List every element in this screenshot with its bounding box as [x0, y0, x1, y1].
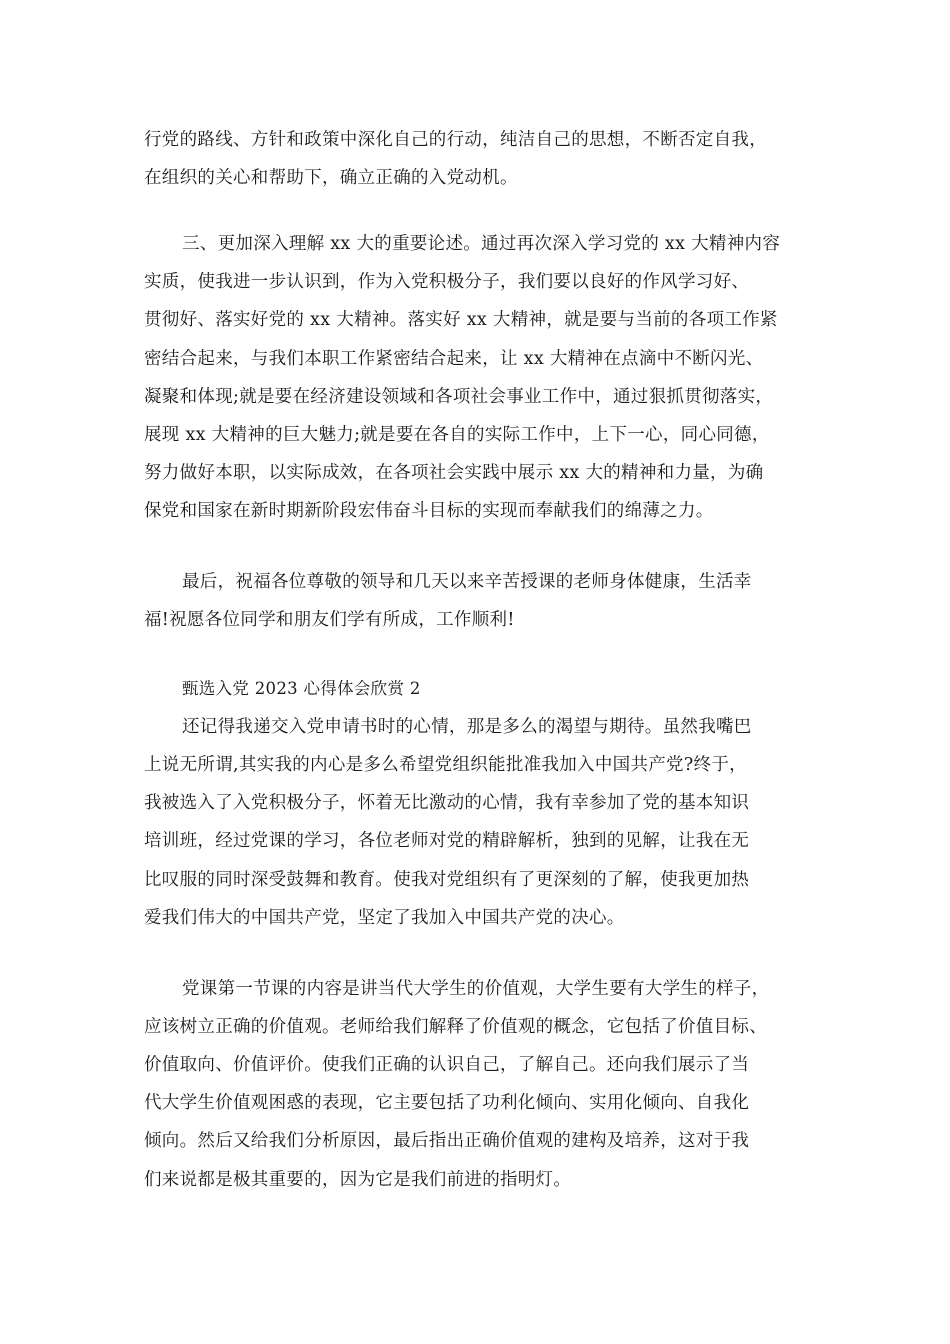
paragraph-line: 我被选入了入党积极分子，怀着无比激动的心情，我有幸参加了党的基本知识: [144, 793, 750, 813]
paragraph-line: 在组织的关心和帮助下，确立正确的入党动机。: [144, 168, 518, 188]
paragraph-line: 行党的路线、方针和政策中深化自己的行动，纯洁自己的思想，不断否定自我，: [144, 130, 767, 150]
section-heading: 甄选入党 2023 心得体会欣赏 2: [182, 679, 421, 698]
paragraph-line: 贯彻好、落实好党的 xx 大精神。落实好 xx 大精神，就是要与当前的各项工作紧: [144, 310, 778, 330]
paragraph-line: 价值取向、价值评价。使我们正确的认识自己，了解自己。还向我们展示了当: [144, 1055, 750, 1075]
paragraph-line: 保党和国家在新时期新阶段宏伟奋斗目标的实现而奉献我们的绵薄之力。: [144, 501, 714, 521]
paragraph-line: 实质，使我进一步认识到，作为入党积极分子，我们要以良好的作风学习好、: [144, 272, 750, 292]
paragraph-line: 爱我们伟大的中国共产党，坚定了我加入中国共产党的决心。: [144, 908, 625, 928]
paragraph-line: 密结合起来，与我们本职工作紧密结合起来，让 xx 大精神在点滴中不断闪光、: [144, 349, 764, 369]
paragraph-line: 应该树立正确的价值观。老师给我们解释了价值观的概念，它包括了价值目标、: [144, 1017, 767, 1037]
paragraph-line: 比叹服的同时深受鼓舞和教育。使我对党组织有了更深刻的了解，使我更加热: [144, 870, 750, 890]
paragraph-line: 上说无所谓,其实我的内心是多么希望党组织能批准我加入中国共产党?终于，: [144, 755, 747, 775]
paragraph-line: 展现 xx 大精神的巨大魅力;就是要在各自的实际工作中，上下一心，同心同德，: [144, 425, 770, 445]
paragraph-line: 三、更加深入理解 xx 大的重要论述。通过再次深入学习党的 xx 大精神内容: [182, 234, 781, 254]
paragraph-line: 党课第一节课的内容是讲当代大学生的价值观，大学生要有大学生的样子，: [182, 979, 770, 999]
paragraph-line: 代大学生价值观困惑的表现，它主要包括了功利化倾向、实用化倾向、自我化: [144, 1093, 750, 1113]
paragraph-line: 凝聚和体现;就是要在经济建设领域和各项社会事业工作中，通过狠抓贯彻落实，: [144, 387, 774, 407]
paragraph-line: 最后，祝福各位尊敬的领导和几天以来辛苦授课的老师身体健康，生活幸: [182, 572, 752, 592]
paragraph-line: 培训班，经过党课的学习，各位老师对党的精辟解析，独到的见解，让我在无: [144, 831, 750, 851]
paragraph-line: 倾向。然后又给我们分析原因，最后指出正确价值观的建构及培养，这对于我: [144, 1131, 750, 1151]
paragraph-line: 还记得我递交入党申请书时的心情，那是多么的渴望与期待。虽然我嘴巴: [182, 717, 752, 737]
paragraph-line: 们来说都是极其重要的，因为它是我们前进的指明灯。: [144, 1170, 572, 1190]
paragraph-line: 努力做好本职，以实际成效，在各项社会实践中展示 xx 大的精神和力量，为确: [144, 463, 764, 483]
paragraph-line: 福!祝愿各位同学和朋友们学有所成，工作顺利!: [144, 610, 515, 630]
